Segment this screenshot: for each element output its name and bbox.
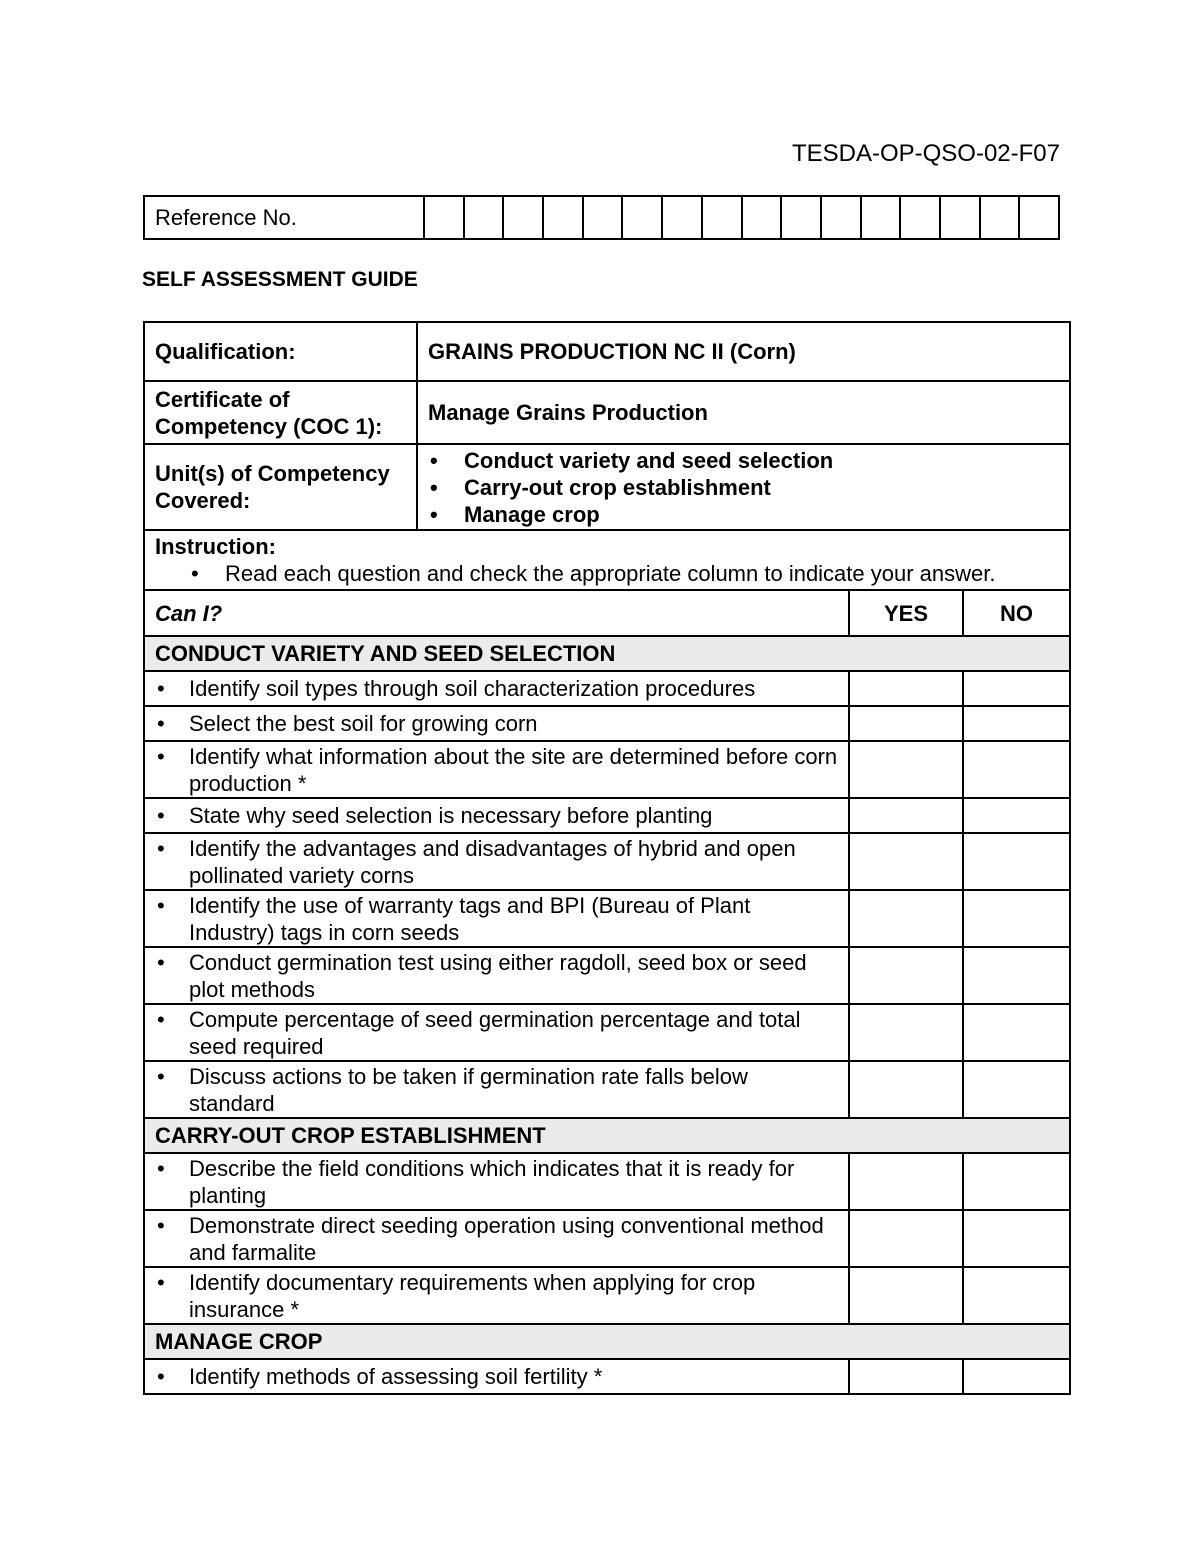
section-title: CONDUCT VARIETY AND SEED SELECTION bbox=[144, 636, 1070, 671]
question-text: • Discuss actions to be taken if germination rate falls below standard bbox=[155, 1063, 838, 1117]
yes-checkbox[interactable] bbox=[849, 671, 963, 706]
qualification-label: Qualification: bbox=[144, 322, 417, 381]
question-cell bbox=[144, 890, 849, 947]
question-text: • Conduct germination test using either ragdoll, seed box or seed plot methods bbox=[155, 949, 838, 1003]
question-text: • Identify documentary requirements when applying for crop insurance * bbox=[155, 1269, 838, 1323]
no-checkbox[interactable] bbox=[963, 1153, 1070, 1210]
question-cell bbox=[144, 798, 849, 833]
reference-box[interactable] bbox=[424, 196, 464, 239]
no-checkbox[interactable] bbox=[963, 1004, 1070, 1061]
yes-checkbox[interactable] bbox=[849, 890, 963, 947]
document-code: TESDA-OP-QSO-02-F07 bbox=[791, 140, 1060, 167]
question-text: • Describe the field conditions which indicates that it is ready for planting bbox=[155, 1155, 838, 1209]
question-text: • Identify soil types through soil characterization procedures bbox=[155, 675, 838, 702]
yes-checkbox[interactable] bbox=[849, 947, 963, 1004]
certificate-label: Certificate of Competency (COC 1): bbox=[144, 381, 417, 444]
question-cell bbox=[144, 1210, 849, 1267]
no-checkbox[interactable] bbox=[963, 706, 1070, 741]
no-checkbox[interactable] bbox=[963, 1359, 1070, 1394]
qualification-value: GRAINS PRODUCTION NC II (Corn) bbox=[417, 322, 1070, 381]
reference-box[interactable] bbox=[742, 196, 782, 239]
reference-box[interactable] bbox=[821, 196, 861, 239]
unit-item: • Carry-out crop establishment bbox=[428, 474, 1059, 501]
yes-checkbox[interactable] bbox=[849, 1267, 963, 1324]
certificate-row bbox=[144, 381, 1070, 444]
yes-checkbox[interactable] bbox=[849, 1210, 963, 1267]
question-cell bbox=[144, 833, 849, 890]
question-row bbox=[144, 741, 1070, 798]
reference-box[interactable] bbox=[622, 196, 662, 239]
yes-checkbox[interactable] bbox=[849, 1061, 963, 1118]
no-checkbox[interactable] bbox=[963, 1267, 1070, 1324]
question-row bbox=[144, 1267, 1070, 1324]
question-cell bbox=[144, 947, 849, 1004]
instruction-row bbox=[144, 530, 1070, 590]
yes-header: YES bbox=[849, 590, 963, 636]
question-cell bbox=[144, 1004, 849, 1061]
yes-checkbox[interactable] bbox=[849, 741, 963, 798]
question-row bbox=[144, 1210, 1070, 1267]
reference-box[interactable] bbox=[662, 196, 702, 239]
units-row bbox=[144, 444, 1070, 530]
reference-box[interactable] bbox=[940, 196, 980, 239]
no-checkbox[interactable] bbox=[963, 890, 1070, 947]
units-list bbox=[418, 447, 1059, 528]
reference-box[interactable] bbox=[781, 196, 821, 239]
reference-box[interactable] bbox=[861, 196, 901, 239]
no-checkbox[interactable] bbox=[963, 741, 1070, 798]
no-checkbox[interactable] bbox=[963, 947, 1070, 1004]
units-label: Unit(s) of Competency Covered: bbox=[144, 444, 417, 530]
no-checkbox[interactable] bbox=[963, 1061, 1070, 1118]
question-text: • Identify the use of warranty tags and BPI (Bureau of Plant Industry) tags in corn seeds bbox=[155, 892, 838, 946]
no-checkbox[interactable] bbox=[963, 833, 1070, 890]
yes-checkbox[interactable] bbox=[849, 1359, 963, 1394]
reference-number-table bbox=[143, 195, 1060, 240]
question-row bbox=[144, 1359, 1070, 1394]
question-row bbox=[144, 947, 1070, 1004]
question-cell bbox=[144, 1359, 849, 1394]
instruction-cell bbox=[144, 530, 1070, 590]
question-row bbox=[144, 706, 1070, 741]
reference-label: Reference No. bbox=[144, 196, 424, 239]
section-header-row bbox=[144, 1118, 1070, 1153]
yes-checkbox[interactable] bbox=[849, 1004, 963, 1061]
section-title: CARRY-OUT CROP ESTABLISHMENT bbox=[144, 1118, 1070, 1153]
yes-checkbox[interactable] bbox=[849, 798, 963, 833]
section-header-row bbox=[144, 1324, 1070, 1359]
question-text: • Compute percentage of seed germination percentage and total seed required bbox=[155, 1006, 838, 1060]
question-text: • Identify what information about the site are determined before corn production * bbox=[155, 743, 838, 797]
question-row bbox=[144, 1004, 1070, 1061]
question-row bbox=[144, 1153, 1070, 1210]
question-row bbox=[144, 1061, 1070, 1118]
unit-item: • Conduct variety and seed selection bbox=[428, 447, 1059, 474]
reference-box[interactable] bbox=[503, 196, 543, 239]
yes-checkbox[interactable] bbox=[849, 706, 963, 741]
can-i-header: Can I? bbox=[144, 590, 849, 636]
question-cell bbox=[144, 706, 849, 741]
question-text: • Identify the advantages and disadvantages of hybrid and open pollinated variety corns bbox=[155, 835, 838, 889]
column-header-row bbox=[144, 590, 1070, 636]
question-text: • Demonstrate direct seeding operation using conventional method and farmalite bbox=[155, 1212, 838, 1266]
no-checkbox[interactable] bbox=[963, 1210, 1070, 1267]
question-row bbox=[144, 671, 1070, 706]
instruction-label: Instruction: bbox=[155, 534, 276, 559]
question-row bbox=[144, 798, 1070, 833]
question-text: • Identify methods of assessing soil fertility * bbox=[155, 1363, 838, 1390]
no-header: NO bbox=[963, 590, 1070, 636]
section-header-row bbox=[144, 636, 1070, 671]
instruction-text: • Read each question and check the appropriate column to indicate your answer. bbox=[155, 560, 1059, 587]
question-row bbox=[144, 890, 1070, 947]
question-text: • Select the best soil for growing corn bbox=[155, 710, 838, 737]
question-cell bbox=[144, 1061, 849, 1118]
question-text: • State why seed selection is necessary before planting bbox=[155, 802, 838, 829]
question-row bbox=[144, 833, 1070, 890]
reference-box[interactable] bbox=[980, 196, 1020, 239]
no-checkbox[interactable] bbox=[963, 798, 1070, 833]
reference-box[interactable] bbox=[464, 196, 504, 239]
reference-box[interactable] bbox=[543, 196, 583, 239]
reference-box[interactable] bbox=[1019, 196, 1059, 239]
assessment-table bbox=[143, 321, 1071, 1395]
reference-box[interactable] bbox=[900, 196, 940, 239]
unit-item: • Manage crop bbox=[428, 501, 1059, 528]
question-cell bbox=[144, 1153, 849, 1210]
yes-checkbox[interactable] bbox=[849, 833, 963, 890]
section-title: MANAGE CROP bbox=[144, 1324, 1070, 1359]
question-cell bbox=[144, 1267, 849, 1324]
no-checkbox[interactable] bbox=[963, 671, 1070, 706]
certificate-value: Manage Grains Production bbox=[417, 381, 1070, 444]
units-list-cell bbox=[417, 444, 1070, 530]
page-title: SELF ASSESSMENT GUIDE bbox=[142, 268, 418, 291]
question-cell bbox=[144, 671, 849, 706]
qualification-row bbox=[144, 322, 1070, 381]
reference-box[interactable] bbox=[702, 196, 742, 239]
reference-box[interactable] bbox=[583, 196, 623, 239]
yes-checkbox[interactable] bbox=[849, 1153, 963, 1210]
question-cell bbox=[144, 741, 849, 798]
